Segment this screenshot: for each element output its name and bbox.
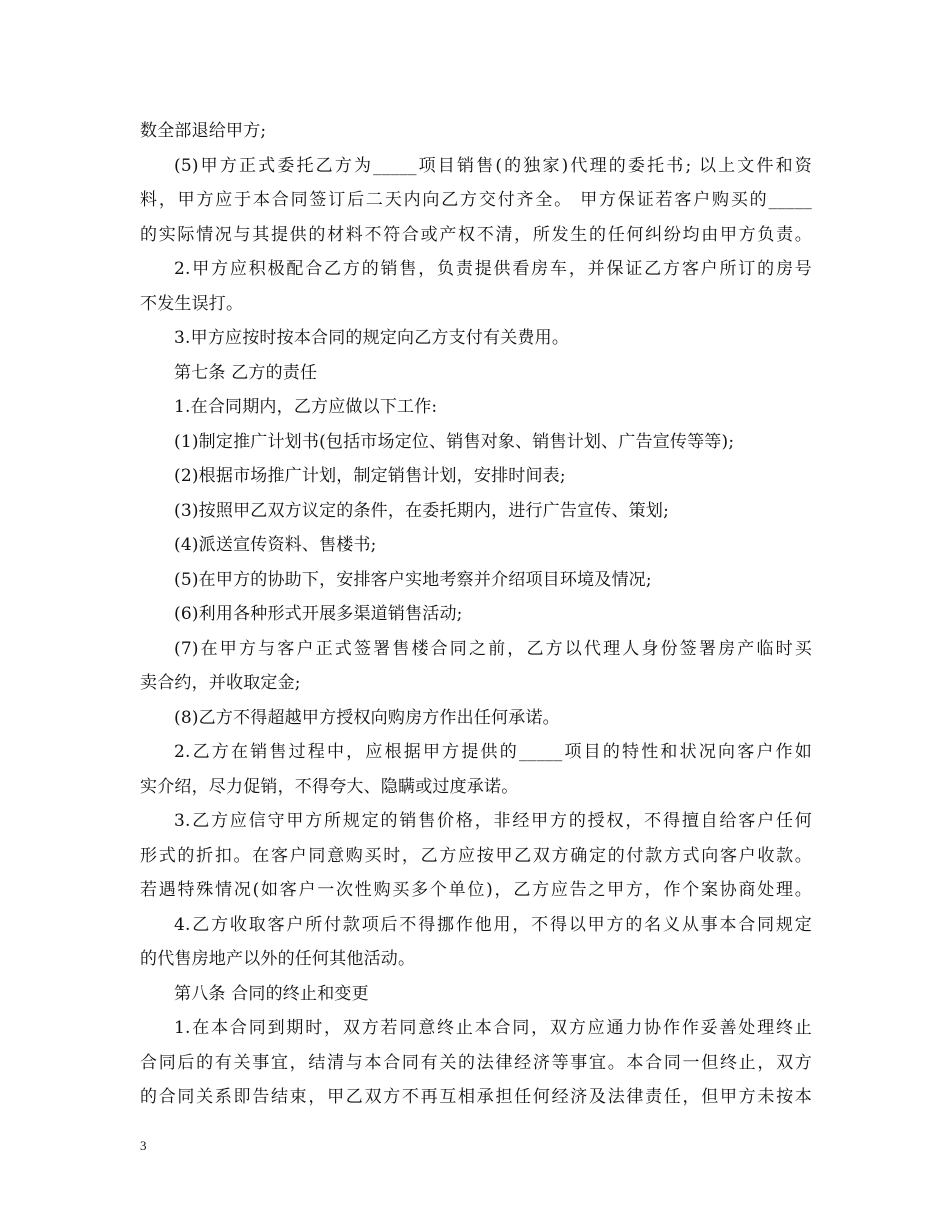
section-heading: 第七条 乙方的责任 [174, 362, 318, 383]
text-line: 1.在合同期内，乙方应做以下工作: [174, 397, 438, 417]
text-line: 形式的折扣。在客户同意购买时，乙方应按甲乙双方确定的付款方式向客户收款。 [140, 845, 812, 866]
text-line: 2.甲方应积极配合乙方的销售，负责提供看房车，并保证乙方客户所订的房号 [174, 259, 812, 279]
text-line: 不发生误打。 [140, 293, 244, 314]
page-number: 3 [140, 1138, 147, 1153]
text-line: (4)派送宣传资料、售楼书; [174, 535, 377, 555]
text-line: 1.在本合同到期时，双方若同意终止本合同，双方应通力协作作妥善处理终止 [174, 1018, 812, 1038]
text-line: (3)按照甲乙双方议定的条件，在委托期内，进行广告宣传、策划; [174, 500, 670, 521]
text-line: 3.甲方应按时按本合同的规定向乙方支付有关费用。 [174, 328, 570, 348]
text-line: 2.乙方在销售过程中，应根据甲方提供的_____项目的特性和状况向客户作如 [174, 742, 812, 762]
text-line: 若遇特殊情况(如客户一次性购买多个单位)，乙方应告之甲方，作个案协商处理。 [140, 880, 812, 900]
text-line: 料，甲方应于本合同签订后二天内向乙方交付齐全。 甲方保证若客户购买的_____ [140, 190, 812, 210]
text-line: 3.乙方应信守甲方所规定的销售价格，非经甲方的授权，不得擅自给客户任何 [174, 811, 812, 831]
text-line: (1)制定推广计划书(包括市场定位、销售对象、销售计划、广告宣传等等); [174, 431, 735, 452]
text-line: 合同后的有关事宜，结清与本合同有关的法律经济等事宜。本合同一但终止，双方 [140, 1052, 812, 1073]
text-line: (7)在甲方与客户正式签署售楼合同之前，乙方以代理人身份签署房产临时买 [174, 638, 812, 659]
text-line: 数全部退给甲方; [140, 121, 267, 141]
text-line: 的实际情况与其提供的材料不符合或产权不清，所发生的任何纠纷均由甲方负责。 [140, 224, 812, 245]
text-line: (8)乙方不得超越甲方授权向购房方作出任何承诺。 [174, 707, 560, 728]
text-line: 的代售房地产以外的任何其他活动。 [140, 949, 416, 969]
text-line: (5)甲方正式委托乙方为_____项目销售(的独家)代理的委托书; 以上文件和资 [174, 155, 812, 176]
text-line: (6)利用各种形式开展多渠道销售活动; [174, 604, 463, 624]
text-line: 实介绍，尽力促销，不得夸大、隐瞒或过度承诺。 [140, 776, 519, 797]
text-line: (2)根据市场推广计划，制定销售计划，安排时间表; [174, 466, 566, 486]
document-body [140, 114, 812, 1115]
text-line: 的合同关系即告结束，甲乙双方不再互相承担任何经济及法律责任，但甲方未按本 [140, 1087, 812, 1107]
text-line: 4.乙方收取客户所付款项后不得挪作他用，不得以甲方的名义从事本合同规定 [174, 914, 812, 935]
text-line: (5)在甲方的协助下，安排客户实地考察并介绍项目环境及情况; [174, 569, 652, 590]
section-heading: 第八条 合同的终止和变更 [174, 983, 369, 1004]
text-line: 卖合约，并收取定金; [140, 673, 301, 693]
